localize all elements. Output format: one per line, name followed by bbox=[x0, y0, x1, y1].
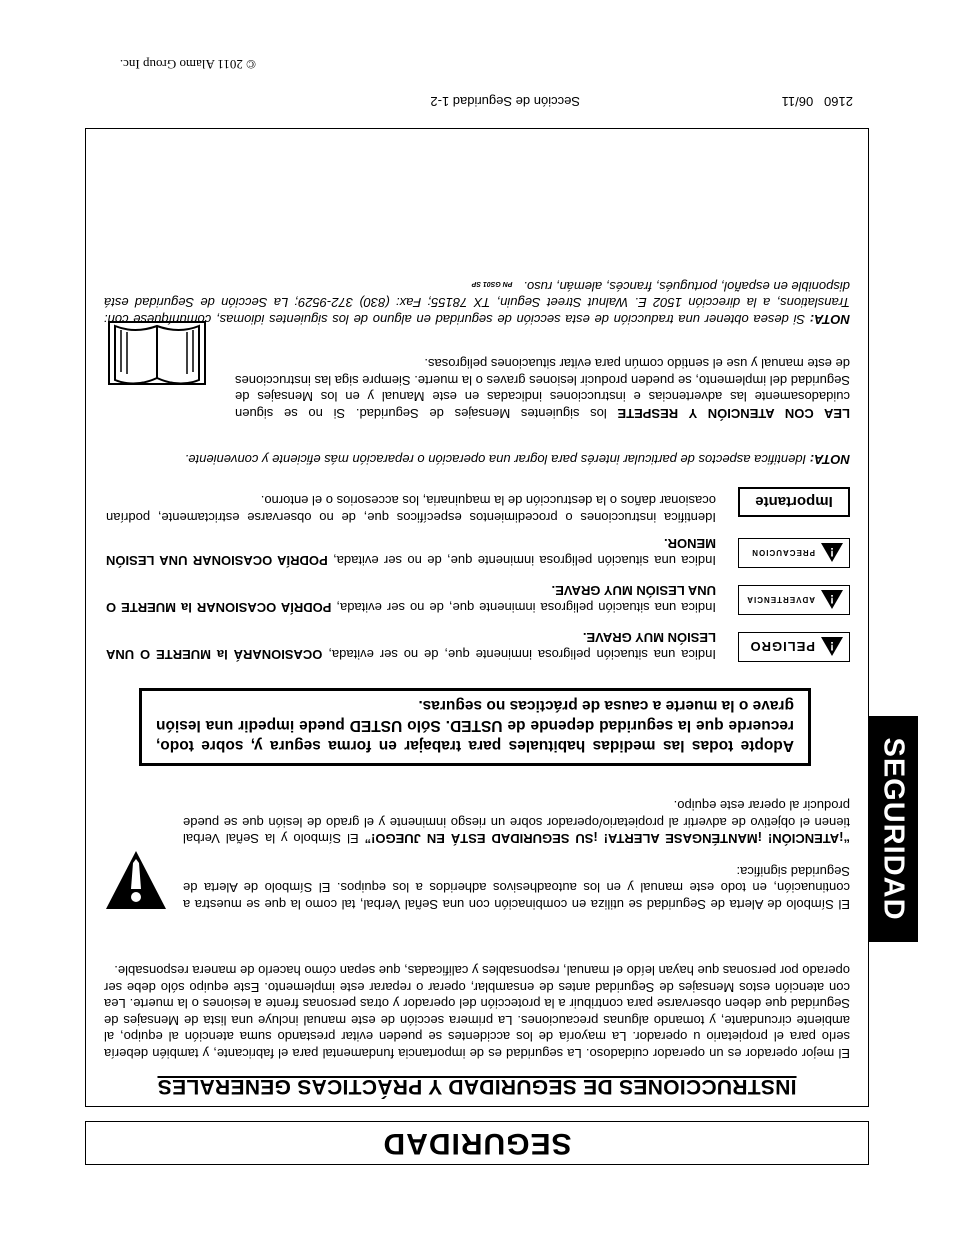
section-tab-label: SEGURIDAD bbox=[878, 737, 910, 921]
warning-triangle-icon bbox=[821, 638, 843, 657]
section-tab[interactable] bbox=[869, 716, 918, 942]
safety-alert-icon bbox=[104, 849, 168, 915]
part-number: PN GS01 SP bbox=[471, 280, 513, 287]
alert-symbol-text: El Símbolo de Alerta de Seguridad se utiliza en combinación con una Señal Verbal, tal como la que se muestra a continuación, en todo este manual y en los autoadhesivos adheridos a los equipos. El Símbolo de Alerta de Seguridad significa: “¡ATENCIÓN! ¡MANTÉNGASE ALERTA! ¡SU SEGURIDAD ESTÁ EN JUEGO!” El Símbolo y la Señal Verbal tienen el objetivo de advertir al propietario/operador sobre un riesgo inminente y el grado de lesión que se puede producir al operar este equipo. bbox=[183, 798, 850, 912]
model-date: 2160 06/11 bbox=[781, 94, 853, 109]
precaucion-text: Indica una situación peligrosa inminente que, de no ser evitada, PODRÍA OCASIONAR UNA LESIÓN MENOR. bbox=[106, 536, 716, 568]
advertencia-text: Indica una situación peligrosa inminente que, de no ser evitada, PODRÍA OCASIONAR la MUERTE O UNA LESIÓN MUY GRAVE. bbox=[106, 583, 716, 615]
peligro-sign: ! PELIGRO bbox=[738, 632, 850, 662]
nota-paragraph: NOTA: Identifica aspectos de particular interés para lograr una operación o reparación más eficiente y conveniente. bbox=[184, 452, 850, 467]
alert-symbol-meaning: “¡ATENCIÓN! ¡MANTÉNGASE ALERTA! ¡SU SEGURIDAD ESTÁ EN JUEGO!” El Símbolo y la Señal Verbal tienen el objetivo de advertir al propietario/operador sobre un riesgo inminente y el grado de lesión que se puede producir al operar este equipo. bbox=[183, 798, 850, 847]
importante-sign: Importante bbox=[738, 487, 850, 517]
section-page: Sección de Seguridad 1-2 bbox=[430, 94, 580, 109]
translation-note: NOTA: Si desea obtener una traducción de esta sección de seguridad en alguno de los siguientes idiomas, comuníquese con: Translations, a la dirección 1502 E. Walnut Street Seguin, TX 78155; Fax: (830) 372-9529; La Sección de Seguridad está disponible en español, portugués, francés, alemán, ruso. PN GS01 SP bbox=[104, 279, 850, 327]
importante-text: Identifica instrucciones o procedimientos específicos que, de no observarse estrictamente, podrían ocasionar daños o la destrucción de la maquinaria, los accesorios o el entorno. bbox=[106, 493, 716, 525]
copyright: © 2011 Alamo Group Inc. bbox=[119, 57, 256, 72]
warning-triangle-icon bbox=[821, 544, 843, 563]
precaucion-sign: ! PRECAUCION bbox=[738, 538, 850, 568]
peligro-text: Indica una situación peligrosa inminente que, de no ser evitada, OCASIONARÁ la MUERTE O UNA LESIÓN MUY GRAVE. bbox=[106, 630, 716, 662]
safety-reminder-box: Adopte todas las medidas habituales para trabajar en forma segura y, sobre todo, recuerde que la seguridad depende de USTED. Sólo USTED puede impedir una lesión grave o la muerte a causa de prácticas no seguras. bbox=[139, 688, 811, 766]
book-icon bbox=[107, 320, 207, 390]
intro-paragraph: El mejor operador es un operador cuidadoso. La seguridad es de importancia fundamental para el fabricante, y también debería serlo para el propietario u operador. La mayoría de los accidentes se pueden evitar prestando suma atención al equipo, al ambiente circundante, y tomando algunas precauciones. La primera sección de este manual incluye una lista de Mensajes de Seguridad que deben observarse para contribuir a la protección del operador y otras personas frente a lesiones o la muerte. Lea con atención estos Mensajes de Seguridad antes de ensamblar, operar o reparar este implemento. Este equipo sólo debe ser operado por personas que hayan leído el manual, responsables y calificadas, que sepan cómo hacerlo de manera responsable. bbox=[104, 963, 850, 1061]
advertencia-sign: ! ADVERTENCIA bbox=[738, 585, 850, 615]
title-bar bbox=[85, 1121, 869, 1165]
page-title: SEGURIDAD bbox=[382, 1127, 572, 1160]
warning-triangle-icon bbox=[821, 591, 843, 610]
section-heading: INSTRUCCIONES DE SEGURIDAD Y PRÁCTICAS GENERALES bbox=[157, 1075, 797, 1098]
read-and-follow-paragraph: LEA CON ATENCIÓN Y RESPETE los siguientes Mensajes de Seguridad. Si no se siguen cuidadosamente las advertencias e instrucciones indicadas en este Manual y en los Mensajes de Seguridad del implemento, se pueden producir lesiones graves o la muerte. Siempre siga las instrucciones de este manual y use el sentido común para evitar situaciones peligrosas. bbox=[235, 356, 850, 421]
